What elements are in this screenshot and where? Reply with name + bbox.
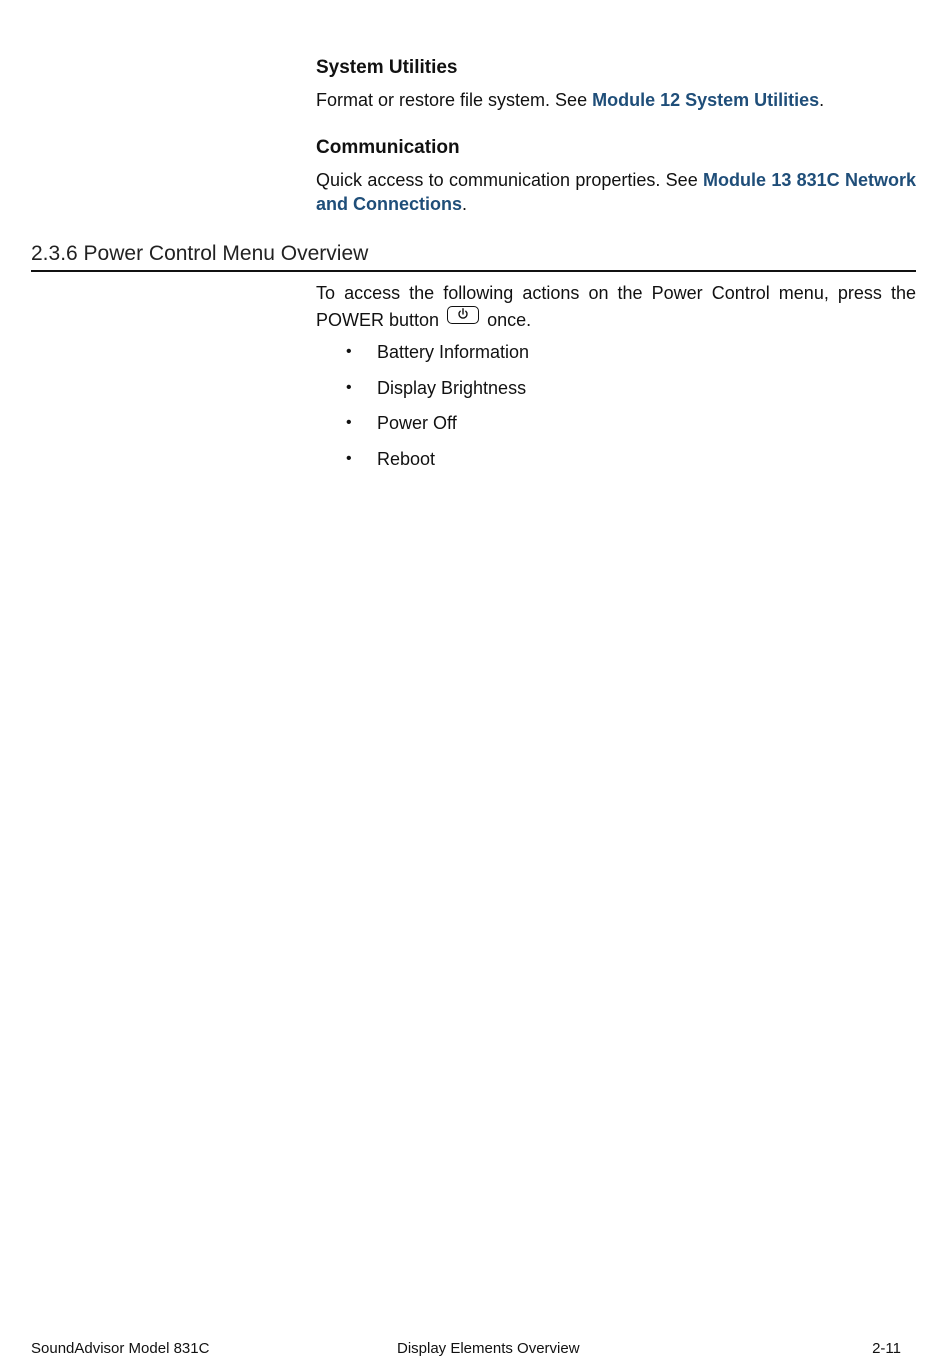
power-control-actions-list: [316, 340, 916, 482]
system-utilities-heading: System Utilities: [316, 57, 458, 78]
power-button-icon: [447, 306, 479, 324]
bullet: •: [346, 378, 352, 396]
communication-text: [316, 169, 916, 216]
intro-text-before: To access the following actions on the Power Control menu, press the POWER button: [316, 283, 916, 330]
system-utilities-block: [316, 56, 916, 113]
footer-product-name: SoundAdvisor Model 831C: [31, 1340, 210, 1357]
system-utilities-link[interactable]: Module 12 System Utilities: [592, 90, 820, 110]
bullet: •: [346, 343, 352, 360]
section-heading: 2.3.6 Power Control Menu Overview: [31, 240, 916, 272]
list-item-label: Reboot: [377, 448, 436, 469]
communication-block: [316, 136, 916, 216]
power-control-intro: [316, 282, 916, 332]
communication-heading: Communication: [316, 137, 460, 158]
system-utilities-text: [316, 89, 916, 113]
footer-chapter-title: Display Elements Overview: [397, 1340, 580, 1357]
system-utilities-text-before: Format or restore file system. See: [316, 90, 593, 110]
intro-text-after: once.: [487, 309, 532, 330]
list-item: [316, 447, 916, 483]
bullet: •: [346, 449, 352, 467]
list-item-label: Power Off: [377, 413, 457, 433]
system-utilities-text-after: .: [819, 90, 825, 110]
communication-text-after: .: [462, 193, 468, 214]
list-item: [316, 340, 916, 376]
list-item: [316, 411, 916, 447]
footer-page-number: 2-11: [872, 1340, 901, 1357]
power-control-intro-text: [316, 282, 916, 332]
communication-text-before: Quick access to communication properties. See: [316, 170, 704, 190]
list-item-label: Display Brightness: [377, 377, 527, 398]
communication-link[interactable]: Module 13 831C Network and Connections: [316, 170, 917, 214]
list-item-label: Battery Information: [377, 342, 530, 362]
bullet: •: [346, 414, 352, 431]
list-item: [316, 376, 916, 412]
